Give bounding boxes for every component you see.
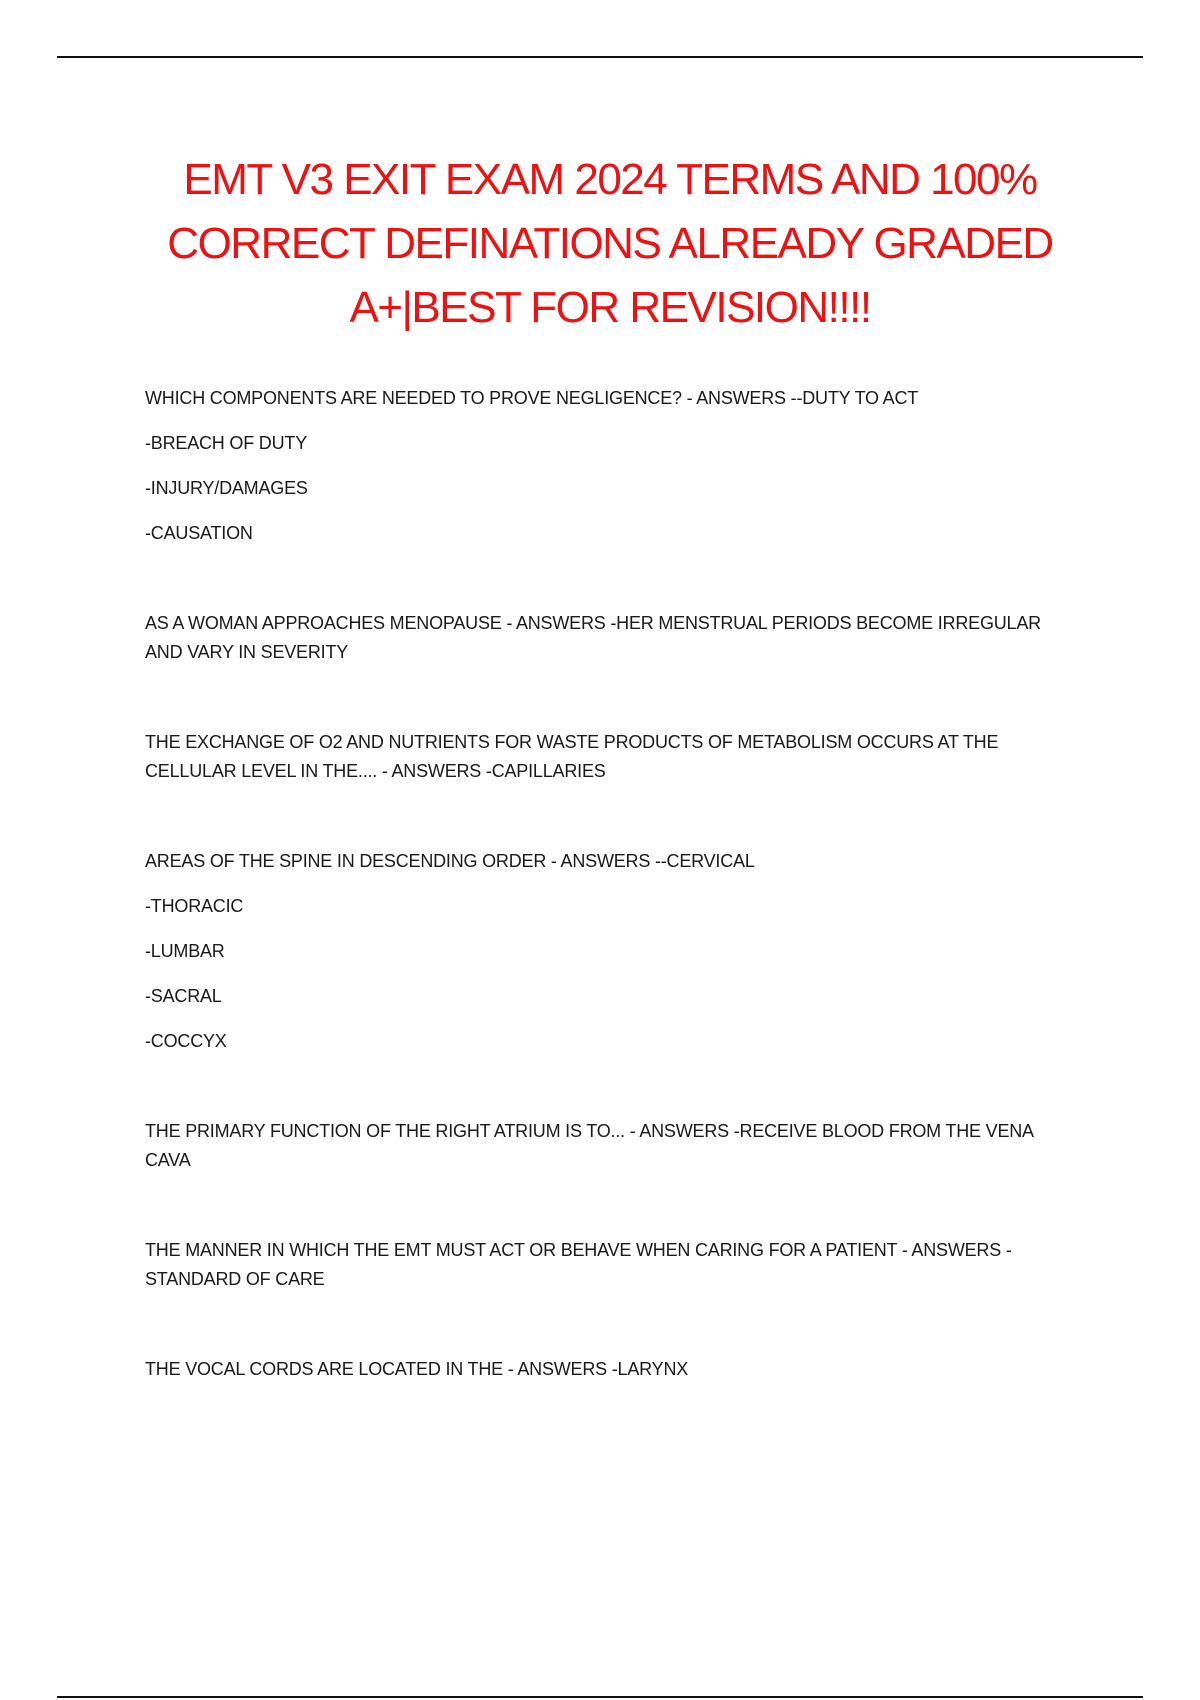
answer-item: -CAUSATION <box>145 523 253 543</box>
question-answer: AREAS OF THE SPINE IN DESCENDING ORDER - ANSWERS --CERVICAL <box>145 851 755 871</box>
question-answer-continued: AND VARY IN SEVERITY <box>145 642 349 662</box>
question-answer: THE EXCHANGE OF O2 AND NUTRIENTS FOR WASTE PRODUCTS OF METABOLISM OCCURS AT THE <box>145 732 999 752</box>
answer-item: -COCCYX <box>145 1031 227 1051</box>
answer-item: -INJURY/DAMAGES <box>145 478 308 498</box>
answer-item: -BREACH OF DUTY <box>145 433 308 453</box>
qa-entry-standard-of-care <box>145 1236 1085 1294</box>
question-answer: THE VOCAL CORDS ARE LOCATED IN THE - ANSWERS -LARYNX <box>145 1359 689 1379</box>
question-answer-continued: STANDARD OF CARE <box>145 1269 325 1289</box>
question-answer: THE MANNER IN WHICH THE EMT MUST ACT OR BEHAVE WHEN CARING FOR A PATIENT - ANSWERS - <box>145 1240 1012 1260</box>
qa-entry-negligence <box>145 384 1085 548</box>
answer-item: -SACRAL <box>145 986 222 1006</box>
question-answer: THE PRIMARY FUNCTION OF THE RIGHT ATRIUM IS TO... - ANSWERS -RECEIVE BLOOD FROM THE VENA <box>145 1121 1034 1141</box>
top-rule <box>57 56 1143 58</box>
question-answer: WHICH COMPONENTS ARE NEEDED TO PROVE NEGLIGENCE? - ANSWERS --DUTY TO ACT <box>145 388 919 408</box>
qa-list <box>145 384 1085 1384</box>
bottom-rule <box>57 1696 1143 1698</box>
qa-entry-menopause <box>145 609 1085 667</box>
title-line: CORRECT DEFINATIONS ALREADY GRADED <box>167 219 1053 268</box>
title-line: EMT V3 EXIT EXAM 2024 TERMS AND 100% <box>183 155 1037 204</box>
qa-entry-spine <box>145 847 1085 1056</box>
title-line: A+|BEST FOR REVISION!!!! <box>349 283 871 332</box>
answer-item: -THORACIC <box>145 896 244 916</box>
question-answer: AS A WOMAN APPROACHES MENOPAUSE - ANSWERS -HER MENSTRUAL PERIODS BECOME IRREGULAR <box>145 613 1041 633</box>
qa-entry-right-atrium <box>145 1117 1085 1175</box>
qa-entry-capillaries <box>145 728 1085 786</box>
answer-item: -LUMBAR <box>145 941 225 961</box>
question-answer-continued: CELLULAR LEVEL IN THE.... - ANSWERS -CAPILLARIES <box>145 761 606 781</box>
qa-entry-vocal-cords <box>145 1355 1085 1384</box>
document-title <box>110 148 1110 340</box>
question-answer-continued: CAVA <box>145 1150 191 1170</box>
